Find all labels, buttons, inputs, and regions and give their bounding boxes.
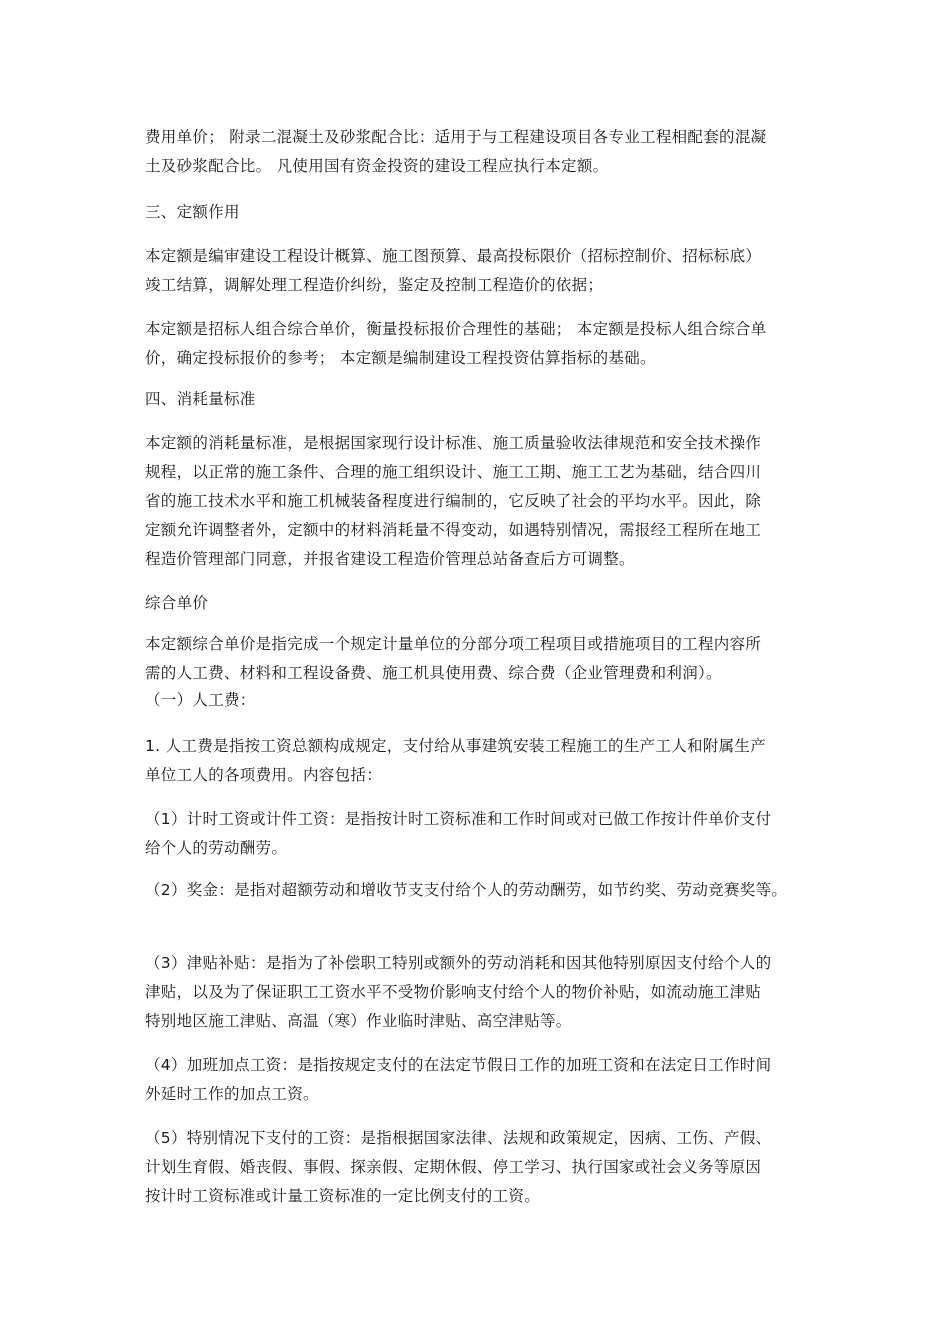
text-line: 给个人的劳动酬劳。: [145, 839, 288, 857]
section-heading: 四、消耗量标准: [145, 390, 256, 408]
text-line: 价，确定投标报价的参考； 本定额是编制建设工程投资估算指标的基础。: [145, 349, 656, 367]
text-line: （5）特别情况下支付的工资：是指根据国家法律、法规和政策规定，因病、工伤、产假、: [145, 1129, 772, 1147]
text-line: 程造价管理部门同意，并报省建设工程造价管理总站备查后方可调整。: [145, 550, 635, 568]
section-heading: 三、定额作用: [145, 203, 240, 221]
text-line: 计划生育假、婚丧假、事假、探亲假、定期休假、停工学习、执行国家或社会义务等原因: [145, 1158, 762, 1176]
text-line: 需的人工费、材料和工程设备费、施工机具使用费、综合费（企业管理费和利润）。: [145, 664, 722, 682]
text-line: 外延时工作的加点工资。: [145, 1085, 319, 1103]
text-line: 本定额是编审建设工程设计概算、施工图预算、最高投标限价（招标控制价、招标标底）: [145, 247, 762, 265]
text-line: 本定额的消耗量标准，是根据国家现行设计标准、施工质量验收法律规范和安全技术操作: [145, 434, 762, 452]
text-line: （3）津贴补贴：是指为了补偿职工特别或额外的劳动消耗和因其他特别原因支付给个人的: [145, 954, 772, 972]
text-line: （2）奖金：是指对超额劳动和增收节支支付给个人的劳动酬劳，如节约奖、劳动竞赛奖等。: [145, 881, 788, 899]
text-line: （4）加班加点工资：是指按规定支付的在法定节假日工作的加班工资和在法定日工作时间: [145, 1056, 772, 1074]
text-line: 竣工结算，调解处理工程造价纠纷，鉴定及控制工程造价的依据；: [145, 276, 604, 294]
text-line: 土及砂浆配合比。 凡使用国有资金投资的建设工程应执行本定额。: [145, 157, 609, 175]
text-line: 定额允许调整者外，定额中的材料消耗量不得变动，如遇特别情况，需报经工程所在地工: [145, 521, 762, 539]
text-line: 规程，以正常的施工条件、合理的施工组织设计、施工工期、施工工艺为基础，结合四川: [145, 463, 762, 481]
text-line: （1）计时工资或计件工资：是指按计时工资标准和工作时间或对已做工作按计件单价支付: [145, 810, 772, 828]
text-line: 1. 人工费是指按工资总额构成规定，支付给从事建筑安装工程施工的生产工人和附属生产: [145, 737, 767, 755]
section-heading: 综合单价: [145, 594, 209, 612]
text-line: 费用单价； 附录二混凝土及砂浆配合比：适用于与工程建设项目各专业工程相配套的混凝: [145, 128, 767, 146]
text-line: 本定额综合单价是指完成一个规定计量单位的分部分项工程项目或措施项目的工程内容所: [145, 635, 762, 653]
text-line: 省的施工技术水平和施工机械装备程度进行编制的，它反映了社会的平均水平。因此，除: [145, 492, 762, 510]
text-line: 本定额是招标人组合综合单价，衡量投标报价合理性的基础； 本定额是投标人组合综合单: [145, 320, 767, 338]
subsection-heading: （一）人工费：: [145, 691, 256, 709]
text-line: 单位工人的各项费用。内容包括：: [145, 766, 383, 784]
text-line: 特别地区施工津贴、高温（寒）作业临时津贴、高空津贴等。: [145, 1012, 572, 1030]
text-line: 津贴，以及为了保证职工工资水平不受物价影响支付给个人的物价补贴，如流动施工津贴: [145, 983, 762, 1001]
text-line: 按计时工资标准或计量工资标准的一定比例支付的工资。: [145, 1187, 541, 1205]
